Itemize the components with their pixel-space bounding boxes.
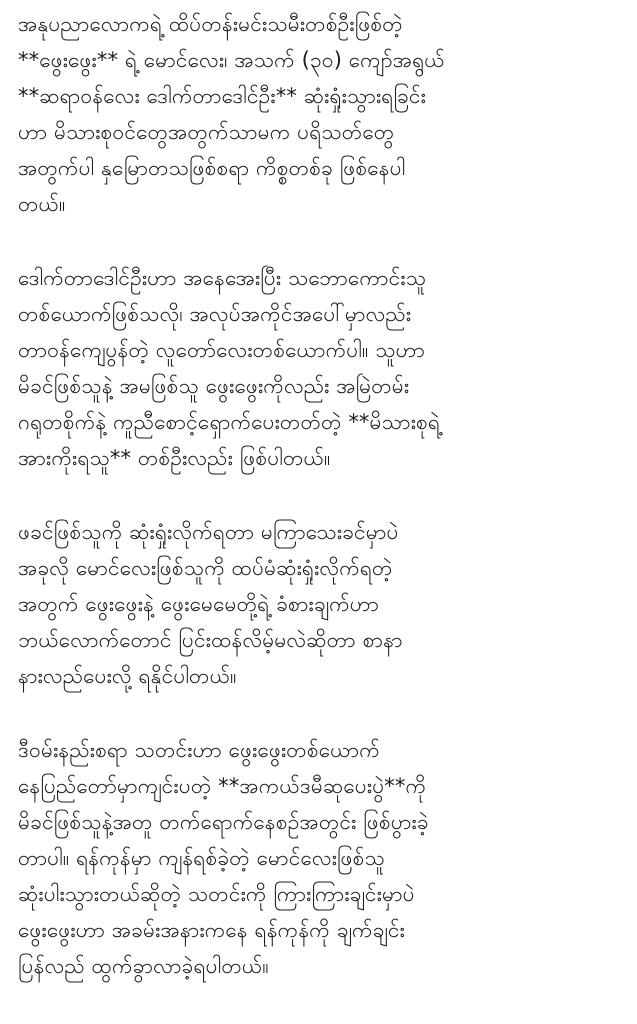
- text-line: ဒီဝမ်းနည်းစရာ သတင်းဟာ ဖွေးဖွေးတစ်ယောက်: [18, 738, 380, 762]
- text-line: ဒေါက်တာဒေါင်ဦးဟာ အနေအေးပြီး သဘောကောင်းသူ: [18, 266, 427, 290]
- text-line: နားလည်ပေးလို့ ရနိုင်ပါတယ်။: [18, 664, 237, 688]
- text-line: နေပြည်တော်မှာကျင်းပတဲ့ **အကယ်ဒမီဆုပေးပွဲ**ကို: [18, 774, 427, 798]
- text-line: မိခင်ဖြစ်သူနဲ့ အမဖြစ်သူ ဖွေးဖွေးကိုလည်း အမြဲတမ်း: [18, 374, 410, 398]
- text-line: ဖခင်ဖြစ်သူကို ဆုံးရှုံးလိုက်ရတာ မကြာသေးခင်မှာပဲ: [18, 520, 399, 544]
- text-line: အတွက်ပါ နှမြောတသဖြစ်စရာ ကိစ္စတစ်ခု ဖြစ်နေပါ: [18, 156, 406, 180]
- text-line: တာဝန်ကျေပွန်တဲ့ လူတော်လေးတစ်ယောက်ပါ။ သူဟာ: [18, 338, 425, 362]
- text-line: အနုပညာလောကရဲ့ ထိပ်တန်းမင်းသမီးတစ်ဦးဖြစ်တဲ့: [18, 12, 403, 36]
- text-line: ဖွေးဖွေးဟာ အခမ်းအနားကနေ ရန်ကုန်ကို ချက်ချင်း: [18, 918, 405, 942]
- text-line: တစ်ယောက်ဖြစ်သလို၊ အလုပ်အကိုင်အပေါ်မှာလည်း: [18, 302, 412, 326]
- text-line: ပြန်လည် ထွက်ခွာလာခဲ့ရပါတယ်။: [18, 954, 269, 978]
- paragraph-3: [18, 514, 621, 694]
- text-line: တယ်။: [18, 192, 66, 216]
- text-line: ဘယ်လောက်တောင် ပြင်းထန်လိမ့်မလဲဆိုတာ စာနာ: [18, 628, 403, 652]
- text-line: ဂရုတစိုက်နဲ့ ကူညီစောင့်ရှောက်ပေးတတ်တဲ့ **မိသားစုရဲ့: [18, 410, 441, 434]
- text-line: တာပါ။ ရန်ကုန်မှာ ကျန်ရစ်ခဲ့တဲ့ မောင်လေးဖြစ်သူ: [18, 846, 385, 870]
- text-line: အတွက် ဖွေးဖွေးနဲ့ ဖွေးမေမေတို့ရဲ့ ခံစားချက်ဟာ: [18, 592, 380, 616]
- text-line: မိခင်ဖြစ်သူနဲ့အတူ တက်ရောက်နေစဉ်အတွင်း ဖြစ်ပွားခဲ့: [18, 810, 429, 834]
- paragraph-2: [18, 260, 621, 476]
- paragraph-1: [18, 6, 621, 222]
- text-line: **ဖွေးဖွေး** ရဲ့ မောင်လေး၊ အသက် (၃၀) ကျော်အရွယ်: [18, 48, 445, 72]
- paragraph-4: [18, 732, 621, 984]
- text-line: အခုလို မောင်လေးဖြစ်သူကို ထပ်မံဆုံးရှုံးလိုက်ရတဲ့: [18, 556, 393, 580]
- text-line: **ဆရာဝန်လေး ဒေါက်တာဒေါင်ဦး** ဆုံးရှုံးသွားရခြင်း: [18, 84, 426, 108]
- text-line: ဆုံးပါးသွားတယ်ဆိုတဲ့ သတင်းကို ကြားကြားချင်းမှာပဲ: [18, 882, 415, 906]
- text-line: ဟာ မိသားစုဝင်တွေအတွက်သာမက ပရိသတ်တွေ: [18, 120, 395, 144]
- text-line: အားကိုးရသူ** တစ်ဦးလည်း ဖြစ်ပါတယ်။: [18, 446, 331, 470]
